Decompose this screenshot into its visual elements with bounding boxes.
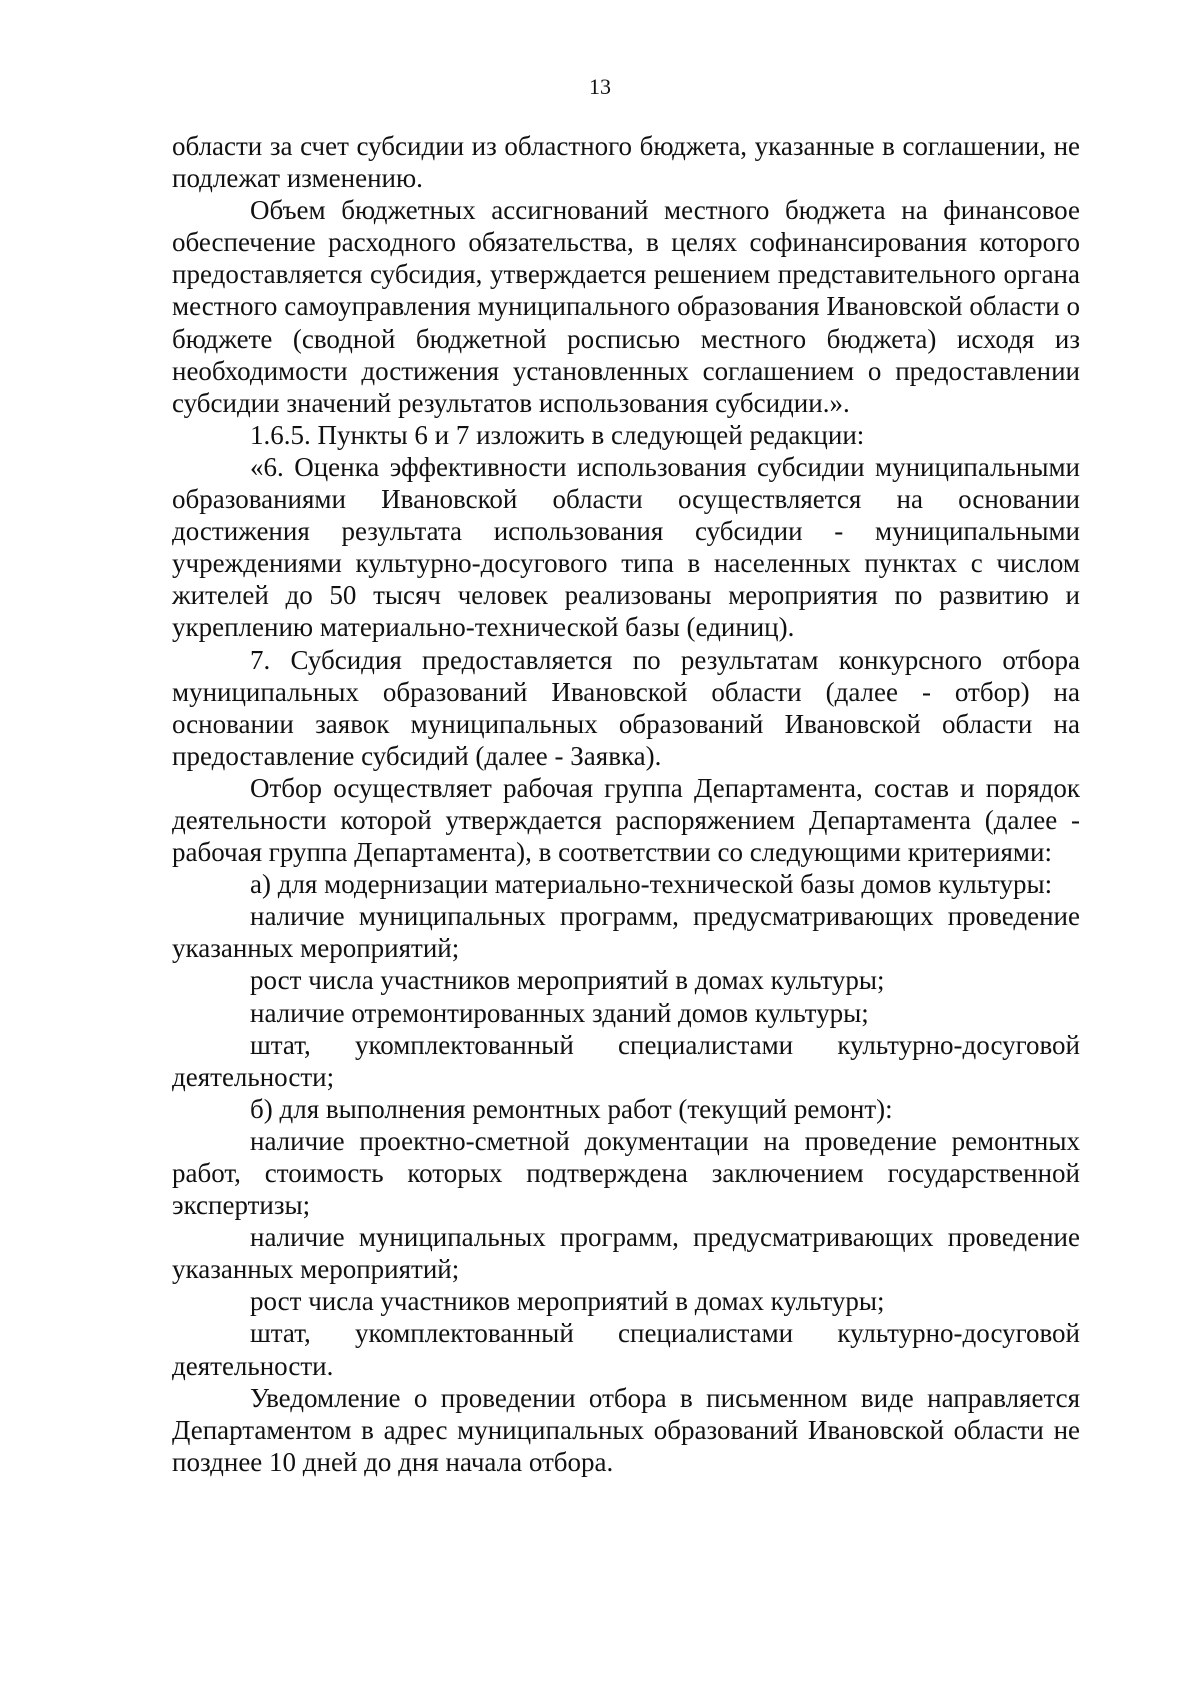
paragraph: «6. Оценка эффективности использования субсидии муниципальными образованиями Ивановской области осуществляется на основании достижения результата использования субсидии - муниципальными учреждениями культурно-досугового типа в населенных пунктах с числом жителей до 50 тысяч человек реализованы мероприятия по развитию и укреплению материально-технической базы (единиц). (172, 451, 1080, 643)
paragraph: штат, укомплектованный специалистами культурно-досуговой деятельности; (172, 1029, 1080, 1092)
paragraph: наличие отремонтированных зданий домов культуры; (250, 997, 869, 1028)
paragraph: Отбор осуществляет рабочая группа Департамента, состав и порядок деятельности которой утверждается распоряжением Департамента (далее - рабочая группа Департамента), в соответствии со следующими критериями: (172, 772, 1080, 868)
paragraph: 7. Субсидия предоставляется по результатам конкурсного отбора муниципальных образований Ивановской области (далее - отбор) на основании заявок муниципальных образований Ивановской области на предоставление субсидий (далее - Заявка). (172, 644, 1080, 771)
paragraph: 1.6.5. Пункты 6 и 7 изложить в следующей редакции: (250, 419, 865, 450)
paragraph: области за счет субсидии из областного бюджета, указанные в соглашении, не подлежат изменению. (172, 131, 1080, 194)
paragraph: рост числа участников мероприятий в домах культуры; (250, 1286, 885, 1317)
page-number: 13 (589, 74, 611, 99)
paragraph: наличие муниципальных программ, предусматривающих проведение указанных мероприятий; (172, 1222, 1080, 1285)
paragraph: наличие муниципальных программ, предусматривающих проведение указанных мероприятий; (172, 901, 1080, 964)
paragraph: Уведомление о проведении отбора в письменном виде направляется Департаментом в адрес муниципальных образований Ивановской области не позднее 10 дней до дня начала отбора. (172, 1382, 1080, 1477)
paragraph: штат, укомплектованный специалистами культурно-досуговой деятельности. (172, 1318, 1080, 1381)
document-body (172, 130, 1080, 1478)
paragraph: б) для выполнения ремонтных работ (текущий ремонт): (250, 1093, 893, 1124)
paragraph: а) для модернизации материально-технической базы домов культуры: (250, 869, 1053, 900)
paragraph: наличие проектно-сметной документации на проведение ремонтных работ, стоимость которых подтверждена заключением государственной экспертизы; (172, 1125, 1080, 1221)
paragraph: Объем бюджетных ассигнований местного бюджета на финансовое обеспечение расходного обязательства, в целях софинансирования которого предоставляется субсидия, утверждается решением представительного органа местного самоуправления муниципального образования Ивановской области о бюджете (сводной бюджетной росписью местного бюджета) исходя из необходимости достижения установленных соглашением о предоставлении субсидии значений результатов использования субсидии.». (172, 195, 1080, 418)
paragraph: рост числа участников мероприятий в домах культуры; (250, 965, 885, 996)
